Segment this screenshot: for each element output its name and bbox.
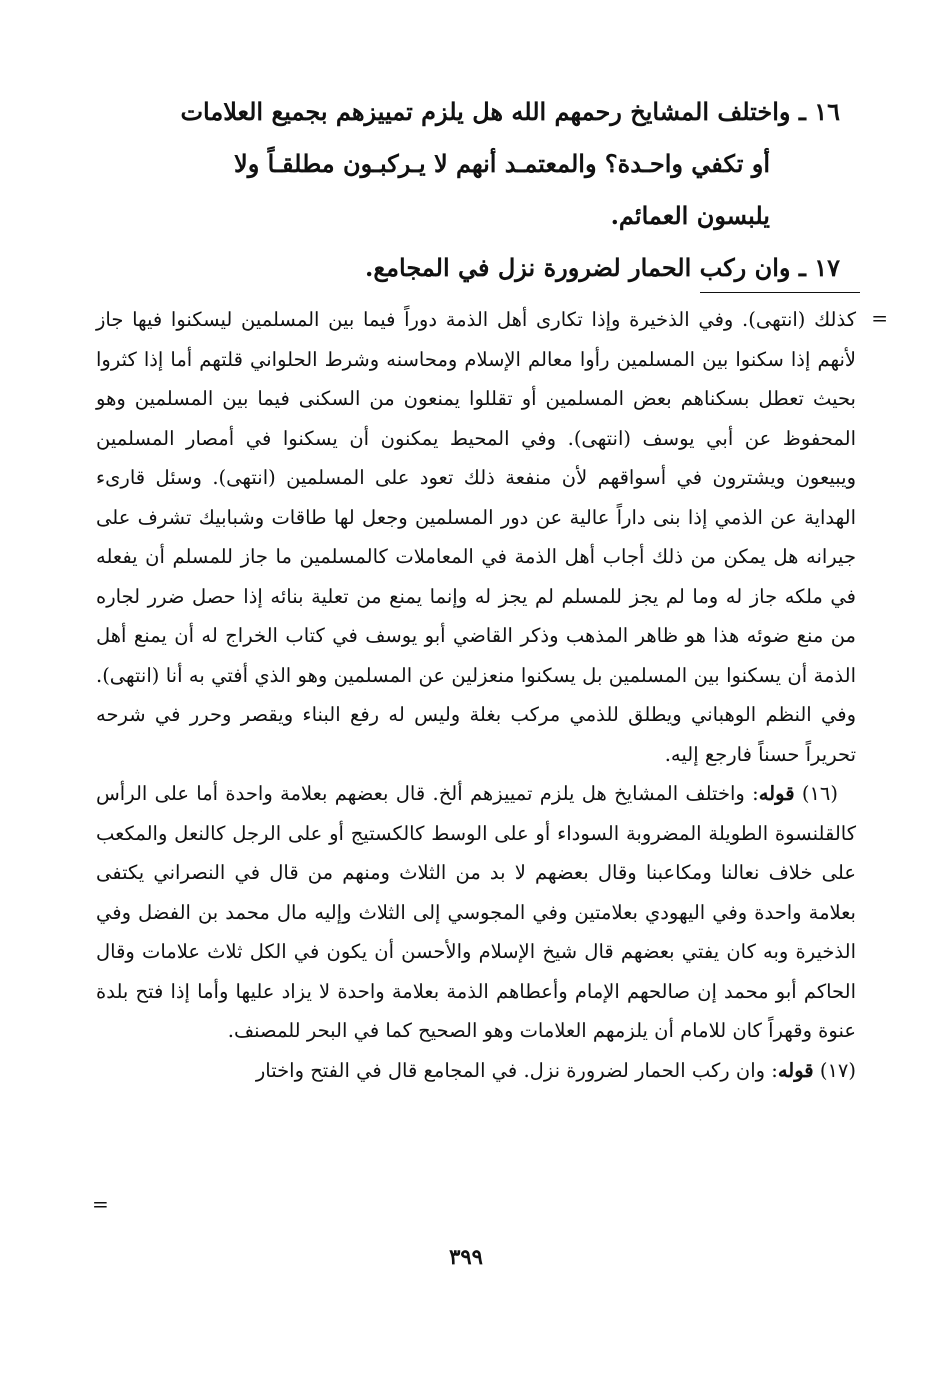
- note-text-16: : واختلف المشايخ هل يلزم تمييزهم ألخ. قال بعضهم بعلامة واحدة أما على الرأس كالقلنسوة الطويلة المضروبة السوداء أو على الوسط كالكستيج أو على الرجل كالنعل والمكعب على خلاف نعالنا ومكاعبنا وقال بعضهم لا بد من الثلاث ومنهم من قال في النصراني يكتفى بعلامة واحدة وفي اليهودي بعلامتين وفي المجوسي إلى الثلاث وإليه مال محمد بن الفضل وفي الذخيرة وبه كان يفتي بعضهم قال شيخ الإسلام والأحسن أن يكون في الكل ثلاث علامات وقال الحاكم أبو محمد إن صالحهم الإمام وأعطاهم الذمة بعلامة واحدة لا يزاد عليها وأما إذا فتح بلدة عنوة وقهراً كان للامام أن يلزمهم العلامات وهو الصحيح كما في البحر للمصنف.: [96, 782, 856, 1042]
- note-number-16: (١٦): [801, 782, 838, 805]
- page-number: ٣٩٩: [449, 1244, 483, 1269]
- commentary-paragraph-1: كذلك (انتهى). وفي الذخيرة وإذا تكارى أهل الذمة دوراً فيما بين المسلمين ليسكنوا فيها جاز لأنهم إذا سكنوا بين المسلمين رأوا معالم الإسلام ومحاسنه وشرط الحلواني قلتهم أما إذا كثروا بحيث تعطل بسكناهم بعض المسلمين أو تقللوا يمنعون من السكنى فيما بين المسلمين وهو المحفوظ عن أبي يوسف (انتهى). وفي المحيط يمكنون أن يسكنوا في أمصار المسلمين ويبيعون ويشترون في أسواقهم لأن منفعة ذلك تعود على المسلمين (انتهى). وسئل قارىء الهداية عن الذمي إذا بنى داراً عالية عن دور المسلمين وجعل لها طاقات وشبابيك تشرف على جيرانه هل يمكن من ذلك أجاب أهل الذمة في المعاملات كالمسلمين ما جاز للمسلم أن يفعله في ملكه جاز له وما لم يجز للمسلم لم يجز له وإنما يمنع من تعلية بنائه إذا حصل ضرر لجاره من منع ضوئه هذا هو ظاهر المذهب وذكر القاضي أبو يوسف في كتاب الخراج له أن يمنع أهل الذمة أن يسكنوا بين المسلمين بل يسكنوا منعزلين عن المسلمين وهو الذي أفتي به أنا (انتهى). وفي النظم الوهباني ويطلق للذمي مركب بغلة وليس له رفع البناء ويقصر وحرر في شرحه تحريراً حسناً فارجع إليه.: [96, 308, 856, 766]
- continuation-mark-end: =: [92, 1192, 109, 1216]
- note-text-17: : وان ركب الحمار لضرورة نزل. في المجامع قال في الفتح واختار: [255, 1058, 778, 1082]
- commentary-paragraph-16: [96, 774, 856, 1051]
- item-16-line-3: يلبسون العمائم.: [610, 201, 770, 230]
- item-16-line-1: ١٦ ـ واختلف المشايخ رحمهم الله هل يلزم تمييزهم بجميع العلامات: [180, 97, 840, 126]
- note-number-17: (١٧): [819, 1058, 856, 1082]
- main-text: [118, 86, 840, 294]
- item-16-line-2: أو تكفي واحـدة؟ والمعتمـد أنهم لا يـركبـون مطلقـاً ولا: [234, 149, 770, 178]
- note-label-16: قوله: [758, 782, 795, 805]
- commentary-notes: [96, 300, 856, 1090]
- footnote-divider: [700, 292, 860, 293]
- commentary-paragraph-17: [96, 1051, 856, 1091]
- item-17: ١٧ ـ وان ركب الحمار لضرورة نزل في المجامع.: [365, 253, 840, 282]
- continuation-mark: =: [871, 306, 888, 330]
- note-label-17: قوله: [777, 1058, 814, 1082]
